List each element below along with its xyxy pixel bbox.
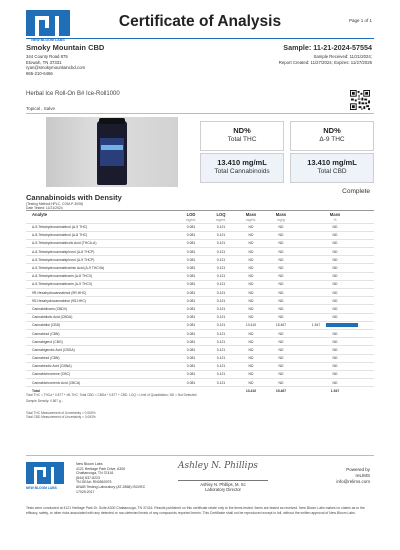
status-badge: Complete bbox=[342, 188, 370, 195]
table-row bbox=[26, 379, 374, 387]
cell-value: 0.121 bbox=[206, 370, 236, 378]
cell-value: ND bbox=[236, 346, 266, 354]
powered-by-brand: reLIMS bbox=[355, 473, 370, 478]
lab-info bbox=[76, 462, 176, 494]
cell-value: ND bbox=[296, 223, 374, 231]
cell-value: ND bbox=[296, 297, 374, 305]
table-row bbox=[26, 231, 374, 239]
cell-value: 0.081 bbox=[176, 313, 206, 321]
footer-divider bbox=[26, 455, 374, 456]
cell-value: ND bbox=[236, 289, 266, 297]
cell-value: ND bbox=[296, 346, 374, 354]
summary-total-thc bbox=[200, 121, 284, 151]
cell-value: ND bbox=[236, 239, 266, 247]
lab-address1: 4121 Heritage Park Drive, A300 bbox=[76, 466, 126, 471]
total-value: 15.467 bbox=[266, 387, 296, 395]
table-row bbox=[26, 297, 374, 305]
cell-value: ND bbox=[236, 248, 266, 256]
total-value: 1.547 bbox=[296, 387, 374, 395]
lab-name: New Bloom Labs bbox=[76, 462, 103, 466]
analyte-name: Δ-9-Tetrahydrocannabivarin (Δ-9 THCV) bbox=[26, 280, 176, 288]
cell-value: ND bbox=[296, 248, 374, 256]
cell-value: ND bbox=[266, 231, 296, 239]
qr-code-icon[interactable] bbox=[350, 90, 370, 110]
cell-value: ND bbox=[236, 305, 266, 313]
cell-value: 0.121 bbox=[206, 338, 236, 346]
summary-value: ND% bbox=[233, 126, 251, 135]
summary-total-cannabinoids bbox=[200, 153, 284, 183]
cell-value: 0.081 bbox=[176, 239, 206, 247]
client-address2: Etowah, TN 37331 bbox=[26, 59, 62, 65]
table-row bbox=[26, 362, 374, 370]
cell-value: 0.081 bbox=[176, 305, 206, 313]
analyte-name: Cannabichromenic Acid (CBCA) bbox=[26, 379, 176, 387]
client-name: Smoky Mountain CBD bbox=[26, 43, 105, 52]
signer-title: Laboratory Director bbox=[205, 487, 241, 492]
lab-anab: ANAB Testing Laboratory (AT-2868) ISO/IEC bbox=[76, 484, 146, 489]
table-row bbox=[26, 346, 374, 354]
sample-info bbox=[172, 43, 372, 65]
powered-by-email[interactable]: info@relims.com bbox=[336, 479, 370, 484]
analyte-name: Cannabigerolic Acid (CBGA) bbox=[26, 346, 176, 354]
col-mass-pct: Mass bbox=[329, 211, 341, 217]
cell-value: 0.081 bbox=[176, 223, 206, 231]
testing-method: (Testing Method:HPLC, COM-P-3008) bbox=[26, 202, 84, 206]
analyte-name: Cannabidiol (CBD) bbox=[26, 321, 176, 329]
cell-value: 0.081 bbox=[176, 280, 206, 288]
client-email: ryan@smokymountaincbd.com bbox=[26, 65, 86, 71]
analyte-name: 9S-Hexahydrocannabinol (9S-HHC) bbox=[26, 297, 176, 305]
cell-value: ND bbox=[236, 329, 266, 337]
analyte-name: Cannabidivarin (CBDV) bbox=[26, 305, 176, 313]
cell-value: ND bbox=[296, 256, 374, 264]
cell-value: ND bbox=[296, 231, 374, 239]
analyte-name: Cannabinolic Acid (CBNA) bbox=[26, 362, 176, 370]
cell-value: 0.081 bbox=[176, 346, 206, 354]
summary-label: Total CBD bbox=[317, 168, 347, 175]
product-photo bbox=[46, 117, 178, 187]
table-row bbox=[26, 313, 374, 321]
analyte-name: Δ-9-Tetrahydrocannabinolic Acid (THCA-A) bbox=[26, 239, 176, 247]
cell-value: ND bbox=[236, 379, 266, 387]
cell-value: 0.121 bbox=[206, 297, 236, 305]
cell-value: ND bbox=[266, 256, 296, 264]
client-address1: 344 County Road 875 bbox=[26, 54, 68, 59]
cell-value: ND bbox=[296, 289, 374, 297]
cell-value bbox=[296, 321, 374, 329]
cell-value: ND bbox=[266, 272, 296, 280]
cell-value: ND bbox=[296, 329, 374, 337]
cell-value: ND bbox=[266, 305, 296, 313]
table-row bbox=[26, 272, 374, 280]
bottle-image bbox=[97, 121, 127, 185]
header-divider bbox=[26, 38, 374, 39]
table-row bbox=[26, 370, 374, 378]
cannabinoids-title: Cannabinoids with Density bbox=[26, 193, 122, 202]
cell-value: ND bbox=[266, 313, 296, 321]
summary-value: 13.410 mg/mL bbox=[307, 158, 357, 167]
cell-value: 0.081 bbox=[176, 297, 206, 305]
cell-value: 0.121 bbox=[206, 313, 236, 321]
cell-value: ND bbox=[266, 338, 296, 346]
signer-block bbox=[178, 480, 268, 492]
col-mass-mgml: Mass bbox=[245, 211, 257, 217]
table-row bbox=[26, 280, 374, 288]
cell-value: ND bbox=[236, 297, 266, 305]
cell-value: ND bbox=[236, 280, 266, 288]
lab-iso: 17025:2017 bbox=[76, 489, 95, 494]
cell-value: 0.121 bbox=[206, 239, 236, 247]
table-row bbox=[26, 248, 374, 256]
cannabinoids-table bbox=[26, 211, 374, 394]
report-created: Report Created: 11/27/2024; Expires: 11/27/2025 bbox=[278, 59, 372, 65]
cell-value: 0.121 bbox=[206, 248, 236, 256]
cell-value: ND bbox=[266, 362, 296, 370]
table-row bbox=[26, 354, 374, 362]
summary-value: 13.410 mg/mL bbox=[217, 158, 267, 167]
logo-text: NEW BLOOM LABS bbox=[31, 38, 65, 42]
date-tested: Date Tested: 11/21/2024 bbox=[26, 206, 63, 210]
summary-label: Δ-9 THC bbox=[319, 136, 345, 143]
cell-value: 0.121 bbox=[206, 379, 236, 387]
footer-logo-icon bbox=[26, 462, 64, 484]
cell-value: ND bbox=[296, 379, 374, 387]
cell-value: 0.121 bbox=[206, 329, 236, 337]
cell-value: 0.121 bbox=[206, 321, 236, 329]
disclaimer: Tests were conducted at 4121 Heritage Park Dr. Suite A300 Chattanooga, TN 37416. Results published on this certificate relate only to the items tested. Items are tested as received. New Bloom Labs makes no claims as to the efficacy, safety, or other risks associated with any detected or non-detected levels of any compounds reported herein. This Certificate shall not be reproduced except in full, without the written approval of New Bloom Labs. bbox=[26, 506, 365, 515]
cell-value: 0.121 bbox=[206, 223, 236, 231]
cell-value: ND bbox=[236, 264, 266, 272]
cell-value: 0.121 bbox=[206, 362, 236, 370]
analyte-name: Cannabidiolic Acid (CBDA) bbox=[26, 313, 176, 321]
cell-value: 0.081 bbox=[176, 231, 206, 239]
cell-value: ND bbox=[266, 346, 296, 354]
col-analyte: Analyte bbox=[32, 211, 48, 217]
thc-uncertainty: Total THC Measurement of Uncertainty = 0.060% bbox=[26, 411, 96, 415]
total-formula-note: Total THC = THCa * 0.877 + d9-THC; Total CBD = CBDa * 0.877 + CBD. LOQ = Limit of Quantitation; ND = Not Detected. bbox=[26, 393, 198, 397]
cell-value: ND bbox=[266, 354, 296, 362]
cell-value: ND bbox=[266, 329, 296, 337]
cell-value: ND bbox=[236, 223, 266, 231]
section-divider bbox=[26, 113, 374, 114]
cell-value: ND bbox=[296, 313, 374, 321]
analyte-name: 9R-Hexahydrocannabinol (9R-HHC) bbox=[26, 289, 176, 297]
product-name: Herbal Ice Roll-On B# Ice-Roll1000 bbox=[26, 91, 120, 97]
cell-value: ND bbox=[296, 362, 374, 370]
summary-value: ND% bbox=[323, 126, 341, 135]
analyte-name: Cannabinol (CBN) bbox=[26, 354, 176, 362]
powered-by bbox=[336, 467, 370, 485]
page-number: Page 1 of 1 bbox=[348, 18, 372, 23]
total-value: 13.410 bbox=[236, 387, 266, 395]
cell-value: ND bbox=[236, 313, 266, 321]
cbd-uncertainty: Total CBD Measurement of Uncertainty = 0.063% bbox=[26, 415, 96, 419]
cell-value: 0.081 bbox=[176, 370, 206, 378]
cell-value: 0.081 bbox=[176, 329, 206, 337]
cell-value: ND bbox=[266, 297, 296, 305]
analyte-name: Δ-9-Tetrahydrocannabiphorol (Δ-9 THCP) bbox=[26, 256, 176, 264]
cell-value: ND bbox=[236, 272, 266, 280]
analyte-name: Cannabigerol (CBG) bbox=[26, 338, 176, 346]
cell-value: ND bbox=[296, 370, 374, 378]
lab-dea: TN DEA#: RN0563975 bbox=[76, 480, 112, 485]
analyte-name: Δ-9-Tetrahydrocannabinol (Δ-9 THC) bbox=[26, 223, 176, 231]
table-row bbox=[26, 329, 374, 337]
cell-value: ND bbox=[266, 248, 296, 256]
cell-value: 1.547 bbox=[311, 323, 321, 328]
col-mass-mgg: Mass bbox=[275, 211, 287, 217]
cell-value: ND bbox=[236, 354, 266, 362]
cell-value: 0.121 bbox=[206, 231, 236, 239]
table-row bbox=[26, 239, 374, 247]
cell-value: ND bbox=[236, 231, 266, 239]
cell-value: ND bbox=[236, 370, 266, 378]
footer-lab-logo bbox=[26, 462, 64, 492]
cell-value: ND bbox=[296, 272, 374, 280]
sample-density: Sample Density: 0.867 g... bbox=[26, 399, 64, 403]
client-phone: 865-210-6466 bbox=[26, 70, 53, 76]
analyte-name: Δ-8-Tetrahydrocannabivarin (Δ-8 THCV) bbox=[26, 272, 176, 280]
cell-value: ND bbox=[266, 370, 296, 378]
analyte-name: Δ-8-Tetrahydrocannabinol (Δ-8 THC) bbox=[26, 231, 176, 239]
sample-received: Sample Received: 11/21/2024; bbox=[313, 54, 372, 59]
sample-id: Sample: 11-21-2024-57554 bbox=[283, 43, 372, 52]
lab-address2: Chattanooga, TN 37416 bbox=[76, 471, 114, 476]
cell-value: 0.081 bbox=[176, 338, 206, 346]
cell-value: 0.121 bbox=[206, 256, 236, 264]
col-loq: LOQ bbox=[216, 211, 226, 217]
total-label: Total bbox=[26, 387, 176, 395]
cell-value: 13.410 bbox=[236, 321, 266, 329]
cell-value: 0.081 bbox=[176, 272, 206, 280]
signer-name: Ashley N. Phillips, M. Sc bbox=[200, 482, 246, 487]
units-row: mg/mL mg/mL mg/mL mg/g % bbox=[185, 217, 337, 222]
table-row bbox=[26, 289, 374, 297]
summary-total-cbd bbox=[290, 153, 374, 183]
page-title: Certificate of Analysis bbox=[118, 13, 282, 30]
cell-value: 0.081 bbox=[176, 354, 206, 362]
summary-label: Total Cannabinoids bbox=[214, 168, 270, 175]
analyte-name: Cannabichromene (CBC) bbox=[26, 370, 176, 378]
table-row bbox=[26, 305, 374, 313]
cell-value: 0.121 bbox=[206, 289, 236, 297]
cell-value: ND bbox=[296, 338, 374, 346]
cell-value: 0.081 bbox=[176, 362, 206, 370]
cell-value: ND bbox=[266, 223, 296, 231]
cell-value: 0.121 bbox=[206, 354, 236, 362]
cell-value: 0.081 bbox=[176, 379, 206, 387]
cell-value: 0.081 bbox=[176, 321, 206, 329]
cell-value: ND bbox=[266, 280, 296, 288]
cell-value: 0.121 bbox=[206, 264, 236, 272]
cell-value: ND bbox=[296, 305, 374, 313]
cell-value: ND bbox=[296, 239, 374, 247]
footer-logo-text: NEW BLOOM LABS bbox=[26, 486, 57, 490]
analyte-name: Cannabinol (CBN) bbox=[26, 329, 176, 337]
cell-value: 15.467 bbox=[266, 321, 296, 329]
lab-phone: (844) 837-8223 bbox=[76, 475, 100, 480]
table-row bbox=[26, 256, 374, 264]
summary-delta9-thc bbox=[290, 121, 374, 151]
cell-value: 0.081 bbox=[176, 289, 206, 297]
cell-value: 0.121 bbox=[206, 305, 236, 313]
cell-value: ND bbox=[266, 264, 296, 272]
analyte-name: Δ-9-Tetrahydrocannabivarinic Acid (Δ-9 THCVA) bbox=[26, 264, 176, 272]
summary-label: Total THC bbox=[227, 136, 257, 143]
signature: Ashley N. Phillips bbox=[178, 461, 258, 471]
cell-value: ND bbox=[266, 239, 296, 247]
cell-value: ND bbox=[236, 338, 266, 346]
table-row bbox=[26, 321, 374, 329]
table-row bbox=[26, 223, 374, 231]
concentration-bar bbox=[326, 323, 358, 327]
cell-value: 0.081 bbox=[176, 256, 206, 264]
product-matrix: Topical , Salve bbox=[26, 106, 56, 111]
cell-value: 0.121 bbox=[206, 272, 236, 280]
cell-value: ND bbox=[266, 289, 296, 297]
cell-value: ND bbox=[236, 256, 266, 264]
table-row bbox=[26, 338, 374, 346]
cell-value: ND bbox=[296, 280, 374, 288]
cell-value: ND bbox=[296, 264, 374, 272]
analyte-name: Δ-8-Tetrahydrocannabiphorol (Δ-8 THCP) bbox=[26, 248, 176, 256]
cell-value: 0.121 bbox=[206, 280, 236, 288]
col-lod: LOD bbox=[186, 211, 196, 217]
cell-value: ND bbox=[236, 362, 266, 370]
cell-value: 0.081 bbox=[176, 264, 206, 272]
cell-value: ND bbox=[266, 379, 296, 387]
cell-value: 0.081 bbox=[176, 248, 206, 256]
cell-value: ND bbox=[296, 354, 374, 362]
cell-value: 0.121 bbox=[206, 346, 236, 354]
powered-by-label: Powered by bbox=[346, 467, 370, 472]
table-row bbox=[26, 264, 374, 272]
